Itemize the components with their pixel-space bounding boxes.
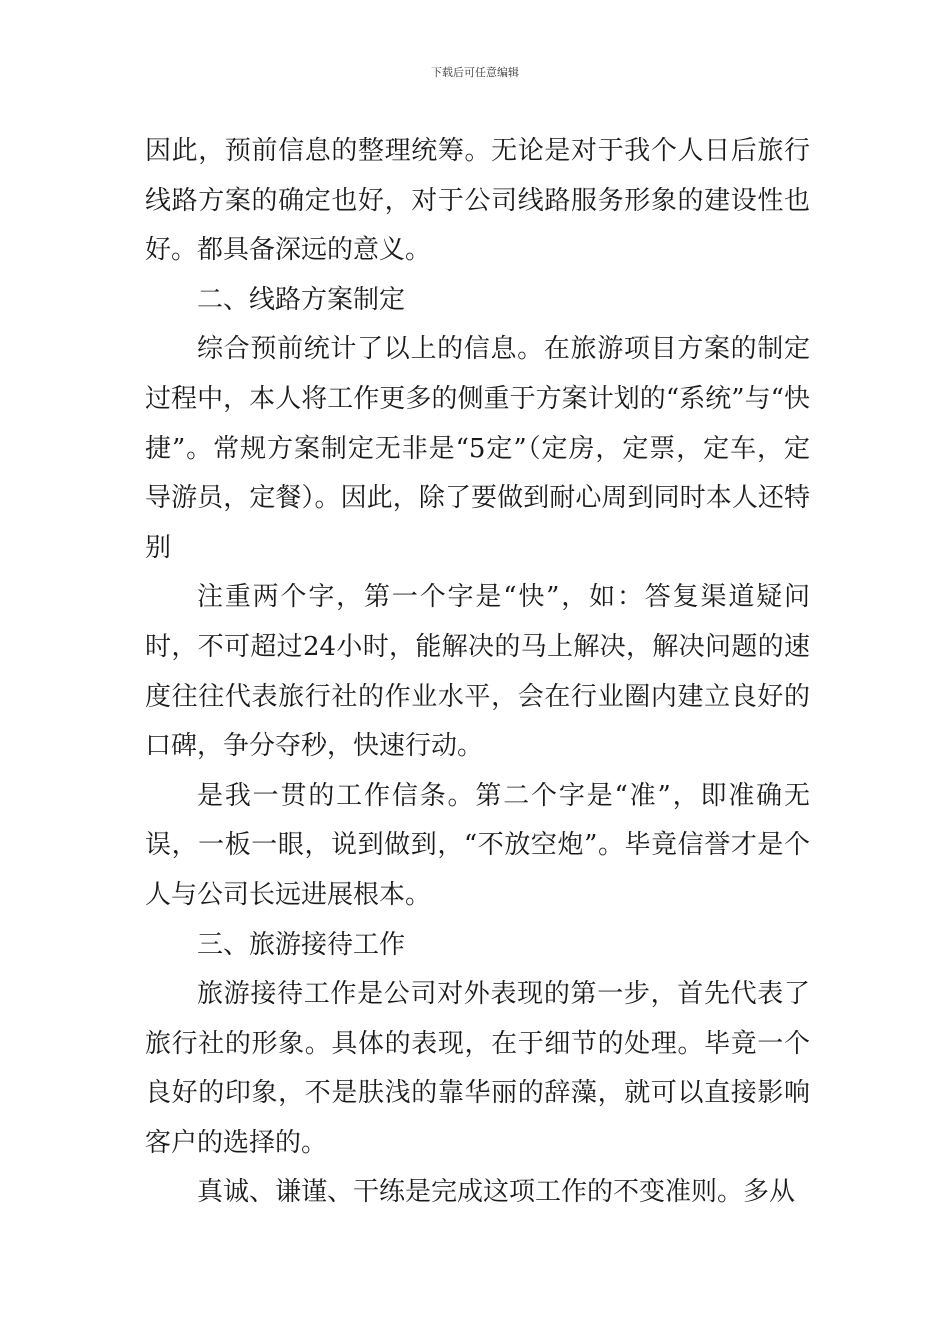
document-body	[145, 127, 810, 1218]
paragraph-5: 是我一贯的工作信条。第二个字是“准”，即准确无误，一板一眼，说到做到，“不放空炮”。毕竟信誉才是个人与公司长远进展根本。	[145, 780, 810, 910]
paragraph-1: 因此，预前信息的整理统筹。无论是对于我个人日后旅行线路方案的确定也好，对于公司线路服务形象的建设性也好。都具备深远的意义。	[145, 136, 810, 266]
section-heading-3: 三、旅游接待工作	[197, 929, 406, 960]
paragraph-3: 综合预前统计了以上的信息。在旅游项目方案的制定过程中，本人将工作更多的侧重于方案计划的“系统”与“快捷”。常规方案制定无非是“5定”（定房，定票，定车，定导游员，定餐）。因此，除了要做到耐心周到同时本人还特别	[145, 334, 810, 563]
page-header-note: 下载后可任意编辑	[431, 66, 519, 79]
paragraph-7: 旅游接待工作是公司对外表现的第一步，首先代表了旅行社的形象。具体的表现，在于细节的处理。毕竟一个良好的印象，不是肤浅的靠华丽的辞藻，就可以直接影响客户的选择的。	[145, 979, 810, 1158]
paragraph-4: 注重两个字，第一个字是“快”，如：答复渠道疑问时，不可超过24小时，能解决的马上解决，解决问题的速度往往代表旅行社的作业水平，会在行业圈内建立良好的口碑，争分夺秒，快速行动。	[145, 582, 810, 762]
paragraph-8: 真诚、谦谨、干练是完成这项工作的不变准则。多从	[197, 1177, 796, 1208]
section-heading-2: 二、线路方案制定	[197, 284, 406, 315]
